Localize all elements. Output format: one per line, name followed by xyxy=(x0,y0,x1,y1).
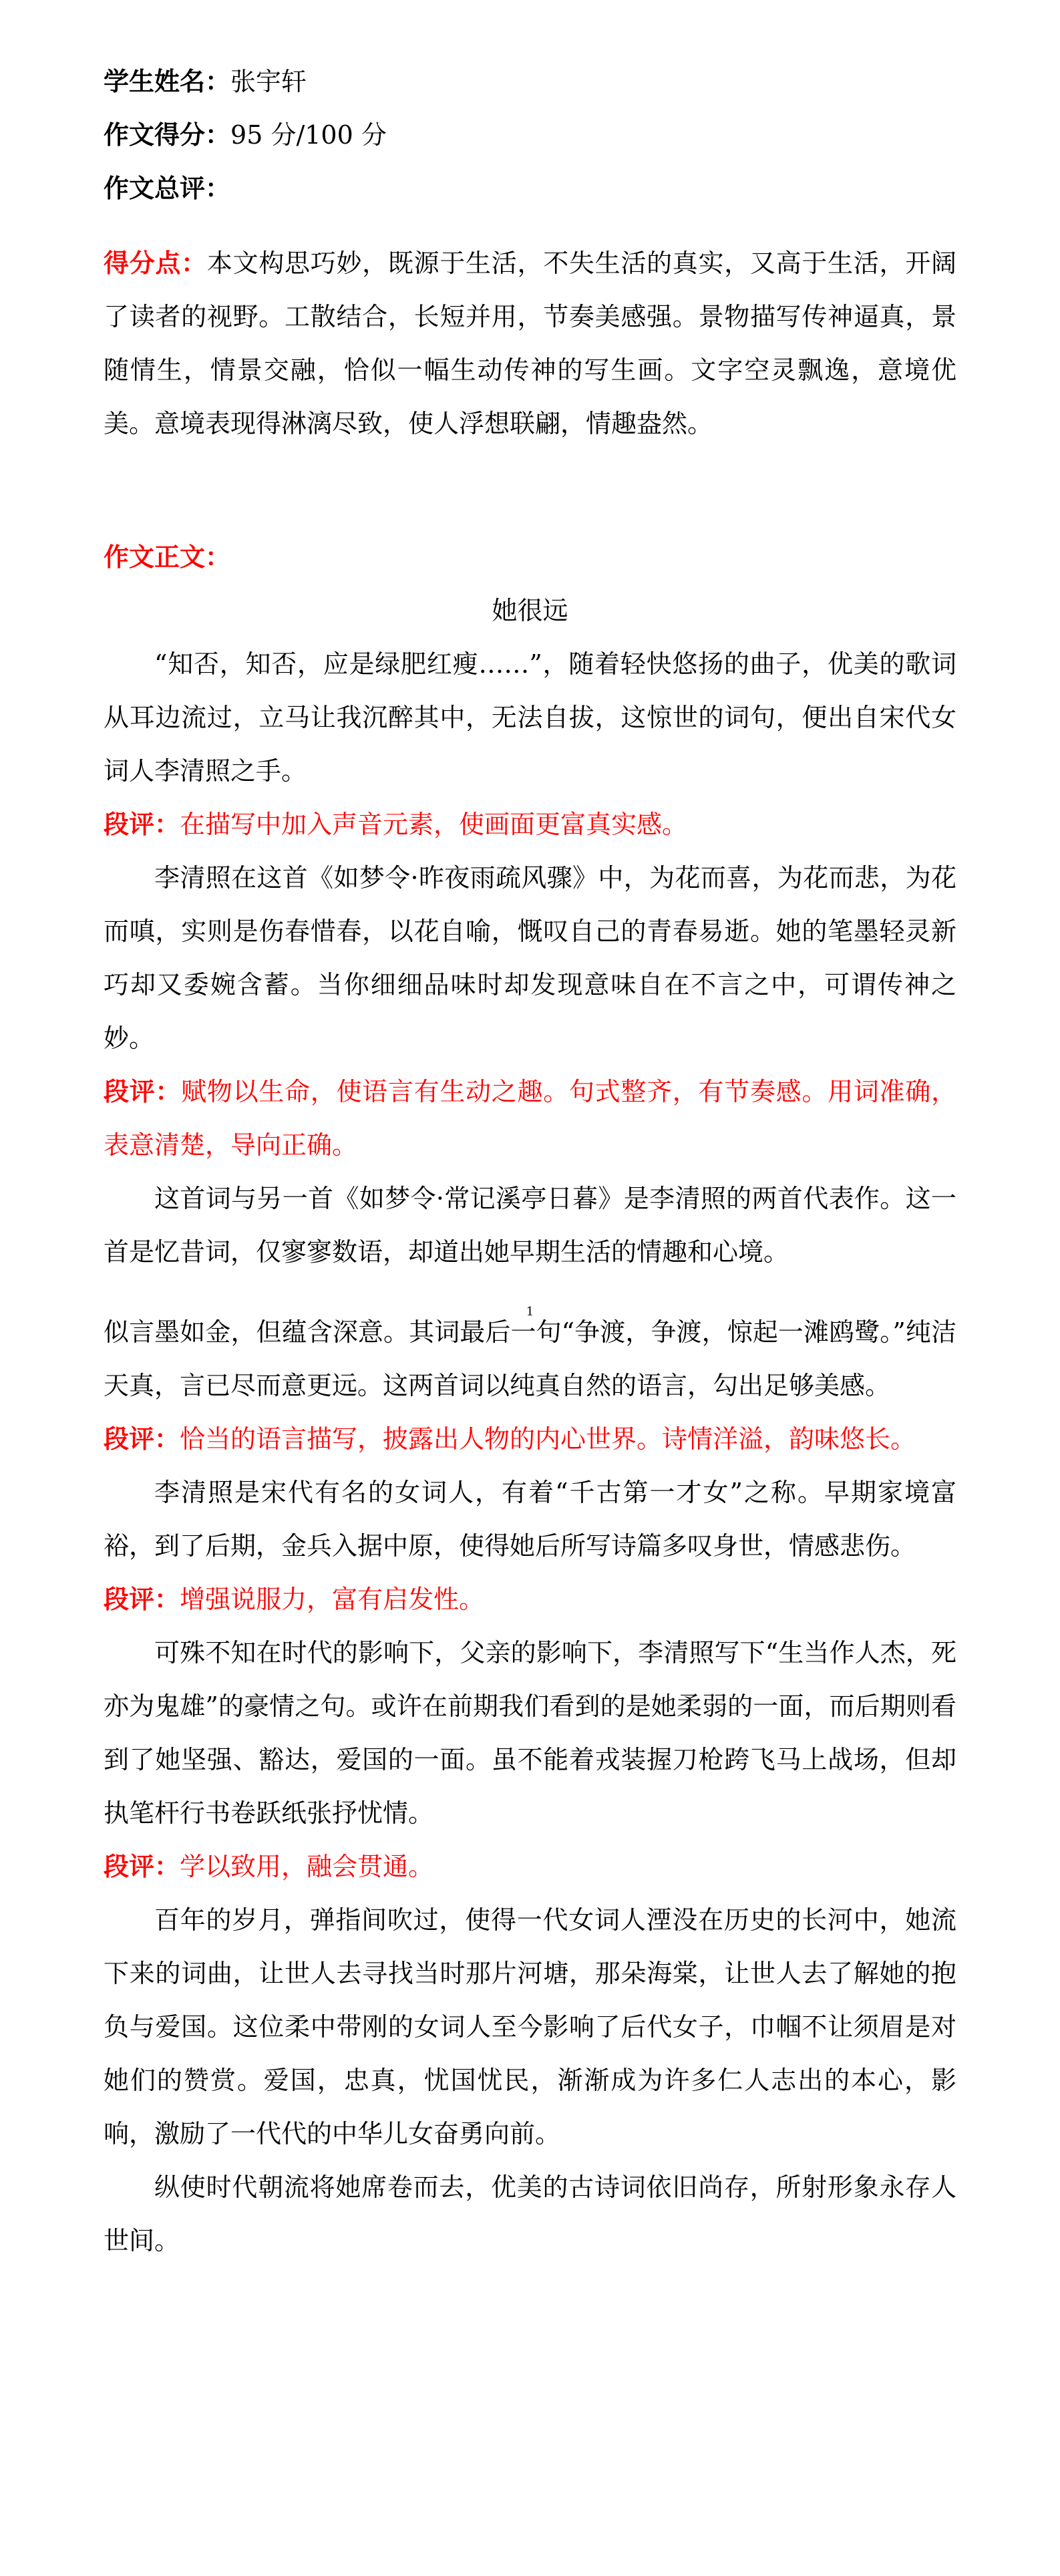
essay-paragraph: 可殊不知在时代的影响下，父亲的影响下，李清照写下“生当作人杰，死亦为鬼雄”的豪情之句。或许在前期我们看到的是她柔弱的一面，而后期则看到了她坚强、豁达，爱国的一面。虽不能着戎装握刀枪跨飞马上战场，但却执笔杆行书卷跃纸张抒忧情。 xyxy=(104,1638,956,1828)
paragraph-comment xyxy=(104,1412,956,1466)
comment-text: 学以致用，融会贯通。 xyxy=(180,1852,434,1881)
essay-paragraph: 百年的岁月，弹指间吹过，使得一代女词人湮没在历史的长河中，她流下来的词曲，让世人去寻找当时那片河塘，那朵海棠，让世人去了解她的抱负与爱国。这位柔中带刚的女词人至今影响了后代女子，巾帼不让须眉是对她们的赞赏。爱国，忠真，忧国忧民，渐渐成为许多仁人志出的本心，影响，激励了一代代的中华儿女奋勇向前。 xyxy=(104,1905,956,2148)
paragraph-comment xyxy=(104,1840,956,1893)
essay-paragraph: 李清照是宋代有名的女词人，有着“千古第一才女”之称。早期家境富裕，到了后期，金兵入据中原，使得她后所写诗篇多叹身世，情感悲伤。 xyxy=(104,1478,956,1561)
comment-label: 段评： xyxy=(104,1424,180,1454)
essay-paragraph: 纵使时代朝流将她席卷而去，优美的古诗词依旧尚存，所射形象永存人世间。 xyxy=(104,2172,956,2255)
comment-text: 在描写中加入声音元素，使画面更富真实感。 xyxy=(180,810,688,839)
review-label: 作文总评： xyxy=(104,173,231,203)
comment-text: 恰当的语言描写，披露出人物的内心世界。诗情洋溢，韵味悠长。 xyxy=(180,1424,916,1454)
student-name-label: 学生姓名： xyxy=(104,66,231,96)
essay-title: 她很远 xyxy=(492,596,568,625)
essay-paragraph: 这首词与另一首《如梦令·常记溪亭日暮》是李清照的两首代表作。这一首是忆昔词，仅寥寥数语，却道出她早期生活的情趣和心境。 xyxy=(104,1184,956,1267)
student-name-value: 张宇轩 xyxy=(230,67,307,96)
comment-text: 增强说服力，富有启发性。 xyxy=(180,1585,485,1614)
review-line xyxy=(104,162,956,215)
summary-label: 得分点： xyxy=(104,248,207,278)
comment-label: 段评： xyxy=(104,1076,182,1106)
summary-paragraph xyxy=(104,236,956,450)
paragraph-comment xyxy=(104,1573,956,1626)
essay-paragraph-continued: 似言墨如金，但蕴含深意。其词最后一句“争渡，争渡，惊起一滩鸥鹭。”纯洁天真，言已尽而意更远。这两首词以纯真自然的语言，勾出足够美感。 xyxy=(104,1317,956,1400)
score-value: 95 分/100 分 xyxy=(230,120,387,150)
comment-label: 段评： xyxy=(104,809,180,839)
page-break xyxy=(104,1279,956,1305)
summary-text: 本文构思巧妙，既源于生活，不失生活的真实，又高于生活，开阔了读者的视野。工散结合，长短并用，节奏美感强。景物描写传神逼真，景随情生，情景交融，恰似一幅生动传神的写生画。文字空灵飘逸，意境优美。意境表现得淋漓尽致，使人浮想联翩，情趣盎然。 xyxy=(104,249,956,438)
comment-text: 赋物以生命，使语言有生动之趣。句式整齐，有节奏感。用词准确，表意清楚，导向正确。 xyxy=(104,1077,956,1160)
student-name-line xyxy=(104,55,956,108)
paragraph-comment xyxy=(104,1065,956,1172)
comment-label: 段评： xyxy=(104,1584,180,1614)
essay-body xyxy=(104,637,956,2267)
page-number: 1 xyxy=(526,1305,534,1319)
score-label: 作文得分： xyxy=(104,120,231,150)
essay-heading: 作文正文： xyxy=(104,542,231,572)
essay-paragraph: 李清照在这首《如梦令·昨夜雨疏风骤》中，为花而喜，为花而悲，为花而嗔，实则是伤春惜春，以花自喻，慨叹自己的青春易逝。她的笔墨轻灵新巧却又委婉含蓄。当你细细品味时却发现意味自在不言之中，可谓传神之妙。 xyxy=(104,863,956,1053)
score-line xyxy=(104,108,956,162)
essay-paragraph: “知否，知否，应是绿肥红瘦……”，随着轻快悠扬的曲子，优美的歌词从耳边流过，立马让我沉醉其中，无法自拔，这惊世的词句，便出自宋代女词人李清照之手。 xyxy=(104,649,956,786)
paragraph-comment xyxy=(104,798,956,851)
comment-label: 段评： xyxy=(104,1851,180,1881)
